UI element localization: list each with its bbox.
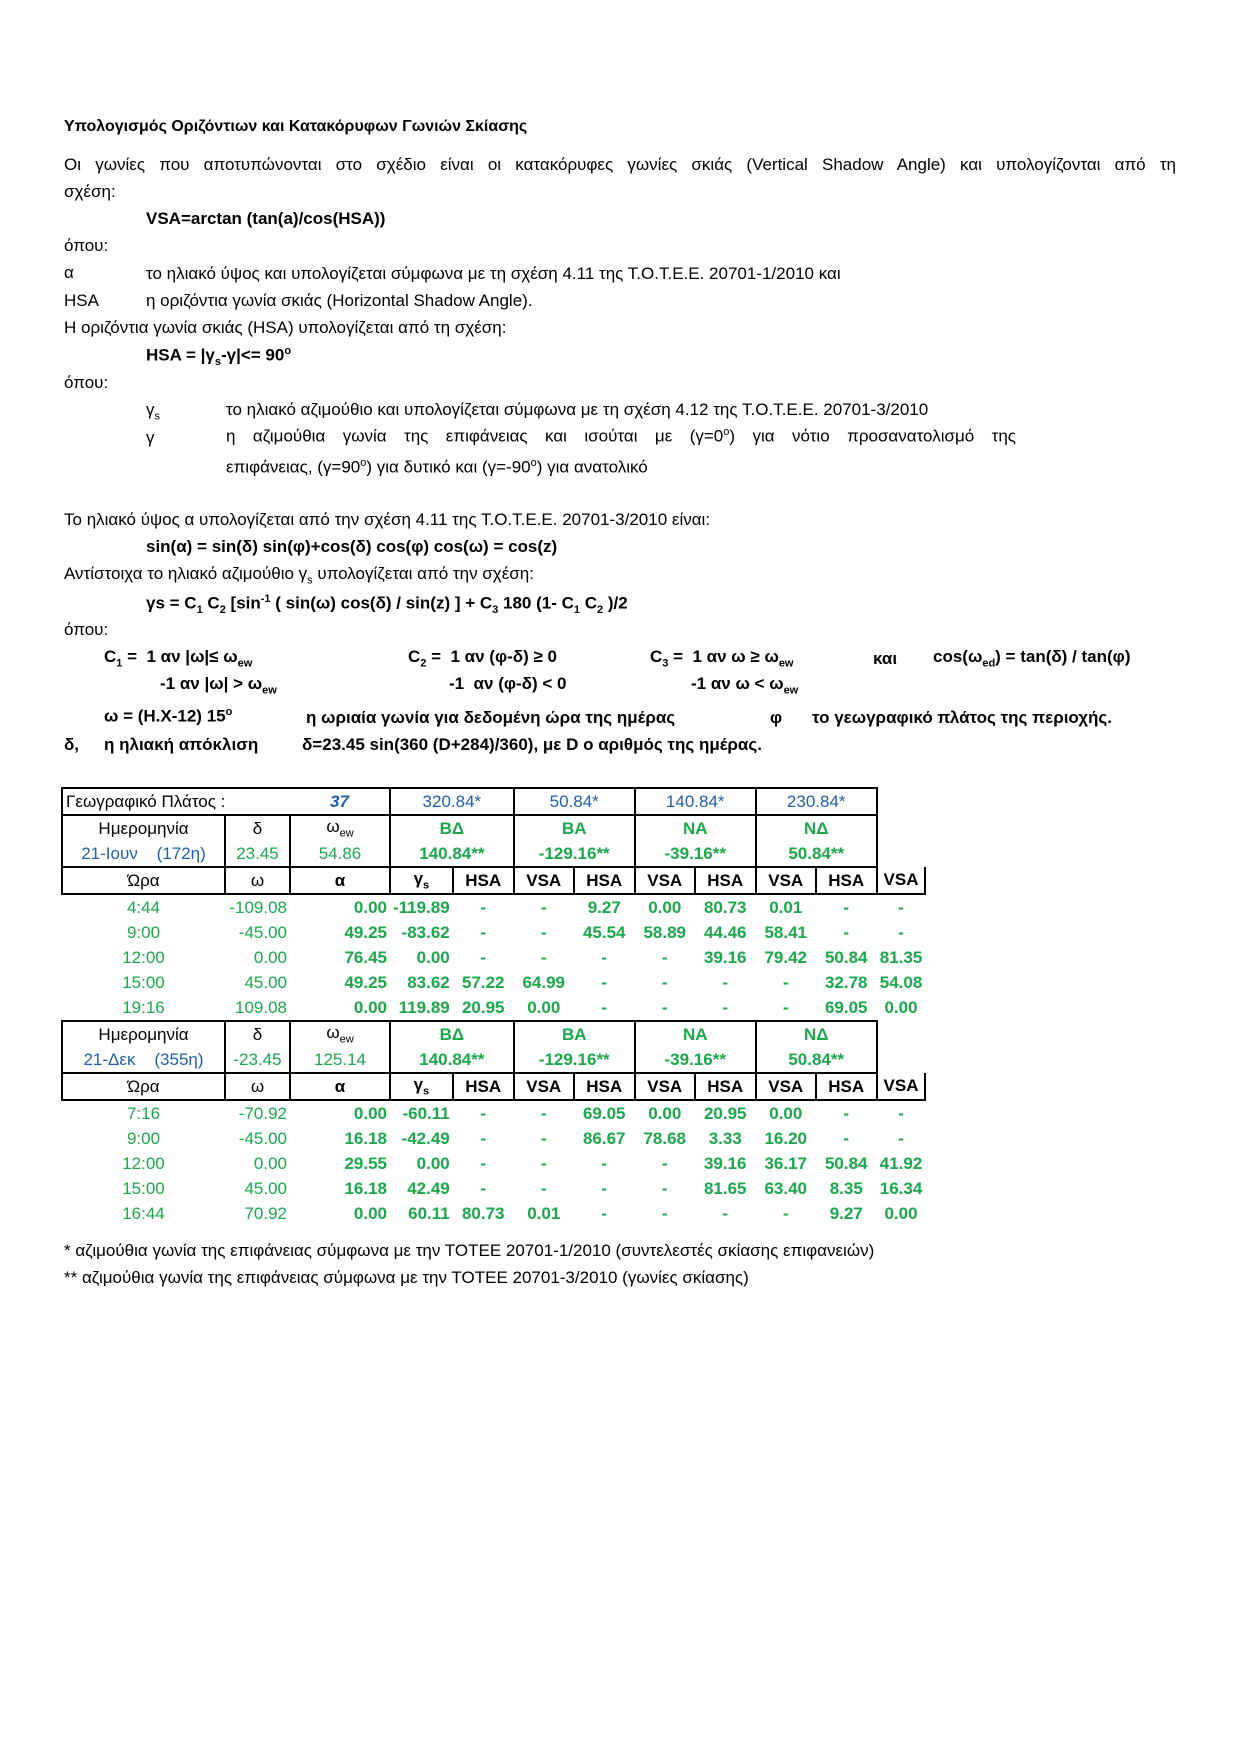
table-cell: 109.08 — [235, 997, 287, 1017]
table-cell: 58.89 — [643, 922, 686, 942]
table-cell: 41.92 — [879, 1153, 923, 1173]
table-cell: 79.42 — [764, 947, 807, 967]
table-cell: - — [601, 972, 608, 992]
delta-header: δ — [225, 815, 290, 841]
table-cell: 3.33 — [708, 1128, 742, 1148]
table-cell: - — [480, 1103, 487, 1123]
hour-header: Ώρα — [62, 1073, 225, 1100]
table-cell: - — [843, 897, 850, 917]
table-cell: 19:16 — [122, 997, 165, 1017]
c3-line-1: $C_3 = 1$ αν $\omega \ge \omega_{ew}$ — [650, 647, 794, 670]
table-cell: - — [843, 1103, 850, 1123]
table-cell: 15:00 — [122, 1178, 165, 1198]
hsa-header: HSA — [695, 1073, 756, 1100]
table-row — [62, 920, 925, 945]
table-cell: - — [601, 1153, 608, 1173]
table-cell: 0.00 — [353, 997, 387, 1017]
table-cell: 7:16 — [126, 1103, 161, 1123]
june-az-2: -129.16** — [514, 841, 635, 867]
table-cell: 80.73 — [461, 1203, 505, 1223]
table-cell: - — [898, 897, 904, 917]
june-date: 21-Ιουν (172η) — [62, 841, 225, 867]
wew-header: $\omega_{ew}$ — [290, 1021, 390, 1047]
table-cell: 49.25 — [344, 922, 387, 942]
table-cell: - — [898, 922, 904, 942]
where-label-2: όπου: — [64, 373, 109, 392]
hsa-header: HSA — [695, 867, 756, 894]
g-description-2: επιφάνειας, $(\gamma=90^o)$ για δυτικό και $(\gamma=-90^o)$ για ανατολικό — [226, 457, 648, 477]
table-cell: -45.00 — [238, 1128, 287, 1148]
table-cell: - — [540, 1128, 547, 1148]
table-cell: 0.00 — [416, 947, 450, 967]
table-row — [62, 1126, 925, 1151]
table-cell: 0.01 — [769, 897, 803, 917]
table-cell: - — [540, 897, 547, 917]
table-cell: 4:44 — [126, 897, 161, 917]
gs-symbol: $\gamma_s$ — [146, 400, 160, 423]
table-cell: - — [540, 922, 547, 942]
table-cell: 45.00 — [244, 1178, 287, 1198]
surface-azimuth-4: 230.84* — [756, 788, 877, 815]
table-cell: 16:44 — [122, 1203, 165, 1223]
table-cell: 0.00 — [253, 947, 287, 967]
table-cell: 9:00 — [126, 1128, 161, 1148]
table-cell: 0.00 — [884, 998, 918, 1017]
surface-azimuth-2: 50.84* — [514, 788, 635, 815]
table-row — [62, 894, 925, 920]
hsa-header: HSA — [574, 867, 635, 894]
table-cell: 69.05 — [824, 997, 868, 1017]
orient-se: ΝΑ — [635, 815, 756, 841]
table-row — [62, 970, 925, 995]
table-cell: -83.62 — [401, 922, 450, 942]
table-cell: - — [480, 897, 487, 917]
delta-header: δ — [225, 1021, 290, 1047]
table-cell: - — [898, 1103, 904, 1123]
table-cell: - — [843, 922, 850, 942]
table-cell: - — [782, 972, 789, 992]
table-cell: - — [601, 1178, 608, 1198]
gs-header: $\gamma_s$ — [390, 1073, 453, 1100]
table-cell: - — [661, 1153, 668, 1173]
alpha-header: α — [290, 867, 390, 894]
table-cell: 60.11 — [408, 1203, 450, 1223]
shading-angles-table — [61, 787, 926, 1226]
delta-formula: δ=23.45 sin(360 (D+284)/360), με D ο αριθμός της ημέρας. — [302, 735, 762, 754]
table-cell: - — [722, 997, 729, 1017]
wew-header: $\omega_{ew}$ — [290, 815, 390, 841]
table-cell: 0.00 — [416, 1153, 450, 1173]
orient-sw: ΝΔ — [756, 1021, 877, 1047]
table-cell: - — [601, 947, 608, 967]
omega-header: ω — [225, 867, 290, 894]
table-cell: 0.00 — [353, 1103, 387, 1123]
table-cell: 0.00 — [527, 997, 561, 1017]
table-cell: - — [661, 1203, 668, 1223]
and-word: και — [873, 649, 898, 668]
table-cell: 9.27 — [829, 1203, 863, 1223]
table-cell: 81.65 — [703, 1178, 747, 1198]
date-header: Ημερομηνία — [62, 815, 225, 841]
table-cell: 0.00 — [353, 897, 387, 917]
table-row-june-colheads — [62, 867, 925, 894]
table-cell: - — [722, 972, 729, 992]
table-cell: 8.35 — [829, 1178, 863, 1198]
table-cell: 64.99 — [522, 972, 565, 992]
footnote-2: ** αζιμούθια γωνία της επιφάνειας σύμφωνα με την ΤΟΤΕΕ 20701-3/2010 (γωνίες σκίασης) — [64, 1268, 749, 1287]
surface-azimuth-1: 320.84* — [390, 788, 514, 815]
hsa-formula — [146, 345, 291, 368]
phi-description: το γεωγραφικό πλάτος της περιοχής. — [812, 708, 1112, 727]
table-row — [62, 945, 925, 970]
table-cell: - — [540, 1178, 547, 1198]
table-cell: 12:00 — [122, 947, 165, 967]
intro-line-2: σχέση: — [64, 182, 116, 201]
hour-header: Ώρα — [62, 867, 225, 894]
table-cell: 39.16 — [703, 947, 747, 967]
table-row — [62, 1201, 925, 1226]
azimuth-formula: $\gamma s = C_1$ $C_2$ [$\sin^{-1}$ ( sin(ω) cos(δ) / sin(z) ] + $C_3$ 180 (1- $C_1$ $C_2$ )/2 — [146, 593, 628, 617]
june-delta: 23.45 — [225, 841, 290, 867]
alpha-description: το ηλιακό ύψος και υπολογίζεται σύμφωνα με τη σχέση 4.11 της Τ.Ο.Τ.Ε.Ε. 20701-1/2010 και — [146, 264, 841, 283]
hsa-formula-part: HSA = |γ — [146, 345, 215, 365]
table-cell: 57.22 — [461, 972, 505, 992]
table-cell: - — [540, 947, 547, 967]
table-cell: 70.92 — [244, 1203, 287, 1223]
table-row-june-header — [62, 815, 925, 841]
hsa-formula-part: -γ|<= 90 — [220, 345, 285, 365]
table-cell: - — [480, 922, 487, 942]
table-cell: - — [480, 1153, 487, 1173]
table-cell: - — [480, 947, 487, 967]
omega-definition: ω = (Η.Χ-12) 15$^o$ — [104, 706, 233, 726]
dec-az-4: 50.84** — [756, 1047, 877, 1073]
table-row — [62, 1151, 925, 1176]
table-row — [62, 1100, 925, 1126]
phi-symbol: φ — [770, 708, 783, 727]
altitude-line: Το ηλιακό ύψος α υπολογίζεται από την σχέση 4.11 της Τ.Ο.Τ.Ε.Ε. 20701-3/2010 είναι: — [64, 510, 711, 529]
table-cell: 0.00 — [648, 1103, 682, 1123]
orient-sw: ΝΔ — [756, 815, 877, 841]
orient-nw: ΒΔ — [390, 1021, 514, 1047]
vsa-header: VSA — [877, 1073, 926, 1100]
table-row-dec-colheads — [62, 1073, 925, 1100]
table-row-latitude — [62, 788, 925, 815]
table-cell: 16.34 — [879, 1178, 923, 1198]
altitude-formula: sin(α) = sin(δ) sin(φ)+cos(δ) cos(φ) cos(ω) = cos(z) — [146, 537, 558, 556]
table-cell: 69.05 — [582, 1103, 626, 1123]
table-cell: - — [540, 1153, 547, 1173]
table-cell: - — [480, 1178, 487, 1198]
table-cell: -60.11 — [402, 1103, 450, 1123]
table-cell: 29.55 — [344, 1153, 387, 1173]
table-cell: 45.00 — [244, 972, 287, 992]
table-cell: 16.20 — [764, 1128, 807, 1148]
vsa-header: VSA — [514, 1073, 574, 1100]
table-cell: 39.16 — [703, 1153, 747, 1173]
table-cell: 0.00 — [353, 1203, 387, 1223]
table-cell: -70.92 — [238, 1103, 287, 1123]
dec-az-1: 140.84** — [390, 1047, 514, 1073]
hsa-symbol: HSA — [64, 291, 99, 310]
hsa-formula-sub: s — [214, 356, 221, 369]
table-row — [62, 1176, 925, 1201]
c3-line-2: -1 αν $\omega < \omega_{ew}$ — [691, 674, 799, 697]
table-cell: 16.18 — [344, 1128, 387, 1148]
table-cell: 44.46 — [703, 922, 747, 942]
table-cell: - — [722, 1203, 729, 1223]
c1-line-2: -1 αν $|\omega| > \omega_{ew}$ — [160, 674, 277, 697]
table-cell: 0.01 — [527, 1203, 561, 1223]
hsa-header: HSA — [453, 867, 514, 894]
delta-symbol: δ, — [64, 735, 80, 754]
vsa-formula: VSA=arctan (tan(a)/cos(HSA)) — [146, 209, 386, 228]
table-cell: 58.41 — [764, 922, 807, 942]
g-description-1: η αζιμούθια γωνία της επιφάνειας και ισούται με $(\gamma=0^o)$ για νότιο προσανατολισμό της — [226, 426, 1017, 446]
table-row-dec-header — [62, 1021, 925, 1047]
where-label-3: όπου: — [64, 620, 109, 639]
alpha-header: α — [290, 1073, 390, 1100]
table-cell: 20.95 — [703, 1103, 747, 1123]
table-cell: - — [480, 1128, 487, 1148]
vsa-header: VSA — [756, 1073, 816, 1100]
dec-wew: 125.14 — [290, 1047, 390, 1073]
table-cell: 119.89 — [398, 997, 450, 1017]
omega-header: ω — [225, 1073, 290, 1100]
table-cell: 83.62 — [407, 972, 450, 992]
alpha-symbol: α — [64, 263, 74, 282]
table-cell: 0.00 — [253, 1153, 287, 1173]
table-cell: - — [843, 1128, 850, 1148]
table-cell: 32.78 — [824, 972, 868, 992]
table-cell: - — [661, 997, 668, 1017]
table-cell: 42.49 — [407, 1178, 450, 1198]
table-cell: 9:00 — [126, 922, 161, 942]
table-cell: 80.73 — [703, 897, 747, 917]
hsa-header: HSA — [574, 1073, 635, 1100]
date-header: Ημερομηνία — [62, 1021, 225, 1047]
table-row — [62, 995, 925, 1021]
table-row-dec-values — [62, 1047, 925, 1073]
hsa-description: η οριζόντια γωνία σκιάς (Horizontal Shadow Angle). — [146, 291, 533, 310]
table-cell: 45.54 — [582, 922, 626, 942]
table-cell: - — [601, 997, 608, 1017]
table-cell: -42.49 — [401, 1128, 450, 1148]
table-cell: 76.45 — [344, 947, 387, 967]
table-cell: 0.00 — [648, 897, 682, 917]
dec-delta: -23.45 — [225, 1047, 290, 1073]
table-cell: - — [661, 972, 668, 992]
table-cell: -109.08 — [229, 897, 287, 917]
table-cell: - — [540, 1103, 547, 1123]
table-cell: -45.00 — [238, 922, 287, 942]
orient-ne: ΒΑ — [514, 815, 635, 841]
table-cell: 54.08 — [879, 972, 923, 992]
latitude-label: Γεωγραφικό Πλάτος : — [62, 788, 290, 815]
hsa-formula-sup: o — [284, 345, 292, 357]
orient-nw: ΒΔ — [390, 815, 514, 841]
table-cell: 16.18 — [344, 1178, 387, 1198]
gs-description: το ηλιακό αζιμούθιο και υπολογίζεται σύμφωνα με τη σχέση 4.12 της Τ.Ο.Τ.Ε.Ε. 20701-3/2010 — [226, 400, 929, 419]
orient-ne: ΒΑ — [514, 1021, 635, 1047]
table-cell: 86.67 — [582, 1128, 626, 1148]
hsa-header: HSA — [453, 1073, 514, 1100]
table-cell: 20.95 — [461, 997, 505, 1017]
table-cell: 0.00 — [769, 1103, 803, 1123]
surface-azimuth-3: 140.84* — [635, 788, 756, 815]
footnote-1: * αζιμούθια γωνία της επιφάνειας σύμφωνα με την ΤΟΤΕΕ 20701-1/2010 (συντελεστές σκίασης επιφανειών) — [64, 1241, 875, 1260]
table-cell: - — [782, 997, 789, 1017]
table-cell: 49.25 — [344, 972, 387, 992]
june-az-4: 50.84** — [756, 841, 877, 867]
table-row-june-values — [62, 841, 925, 867]
c2-line-1: $C_2 = 1$ αν (φ-δ) ≥ 0 — [408, 647, 557, 670]
vsa-header: VSA — [756, 867, 816, 894]
table-cell: 0.00 — [884, 1203, 918, 1223]
table-cell: - — [661, 947, 668, 967]
cos-wed-formula: $\cos(\omega_{ed}) = \tan(\delta) / \tan(\varphi)$ — [933, 647, 1131, 670]
table-cell: 50.84 — [824, 1153, 868, 1173]
table-cell: 9.27 — [587, 897, 621, 917]
delta-description: η ηλιακή απόκλιση — [104, 735, 259, 754]
table-cell: 36.17 — [764, 1153, 807, 1173]
intro-line-1: Οι γωνίες που αποτυπώνονται στο σχέδιο είναι οι κατακόρυφες γωνίες σκιάς (Vertical Shadow Angle) και υπολογίζονται από τη — [64, 155, 1176, 174]
june-wew: 54.86 — [290, 841, 390, 867]
omega-description: η ωριαία γωνία για δεδομένη ώρα της ημέρας — [306, 708, 676, 727]
orient-se: ΝΑ — [635, 1021, 756, 1047]
june-az-3: -39.16** — [635, 841, 756, 867]
vsa-header: VSA — [635, 867, 695, 894]
table-cell: 81.35 — [879, 947, 923, 967]
table-cell: 50.84 — [824, 947, 868, 967]
table-cell: - — [782, 1203, 789, 1223]
table-cell: 63.40 — [764, 1178, 807, 1198]
june-data-rows — [62, 894, 925, 1021]
vsa-header: VSA — [514, 867, 574, 894]
c2-line-2: -1 αν (φ-δ) < 0 — [449, 674, 567, 693]
table-cell: - — [601, 1203, 608, 1223]
table-cell: 78.68 — [643, 1128, 686, 1148]
june-az-1: 140.84** — [390, 841, 514, 867]
hsa-calc-line: Η οριζόντια γωνία σκιάς (HSA) υπολογίζεται από τη σχέση: — [64, 318, 507, 337]
table-cell: 15:00 — [122, 972, 165, 992]
dec-az-2: -129.16** — [514, 1047, 635, 1073]
table-cell: -119.89 — [393, 897, 450, 917]
table-cell: - — [898, 1128, 904, 1148]
dec-az-3: -39.16** — [635, 1047, 756, 1073]
vsa-header: VSA — [635, 1073, 695, 1100]
page-title: Υπολογισμός Οριζόντιων και Κατακόρυφων Γωνιών Σκίασης — [64, 118, 528, 135]
hsa-header: HSA — [816, 867, 877, 894]
dec-data-rows — [62, 1100, 925, 1226]
vsa-header: VSA — [877, 867, 926, 894]
latitude-value: 37 — [290, 788, 390, 815]
table-cell: - — [661, 1178, 668, 1198]
dec-date: 21-Δεκ (355η) — [62, 1047, 225, 1073]
gs-header: $\gamma_s$ — [390, 867, 453, 894]
hsa-header: HSA — [816, 1073, 877, 1100]
c1-line-1: $C_1 = 1$ αν $|\omega|\le \omega_{ew}$ — [104, 647, 253, 670]
g-symbol: γ — [146, 428, 155, 447]
table-cell: 12:00 — [122, 1153, 165, 1173]
azimuth-line: Αντίστοιχα το ηλιακό αζιμούθιο $\gamma_s$ υπολογίζεται από την σχέση: — [64, 564, 534, 587]
where-label-1: όπου: — [64, 236, 109, 255]
